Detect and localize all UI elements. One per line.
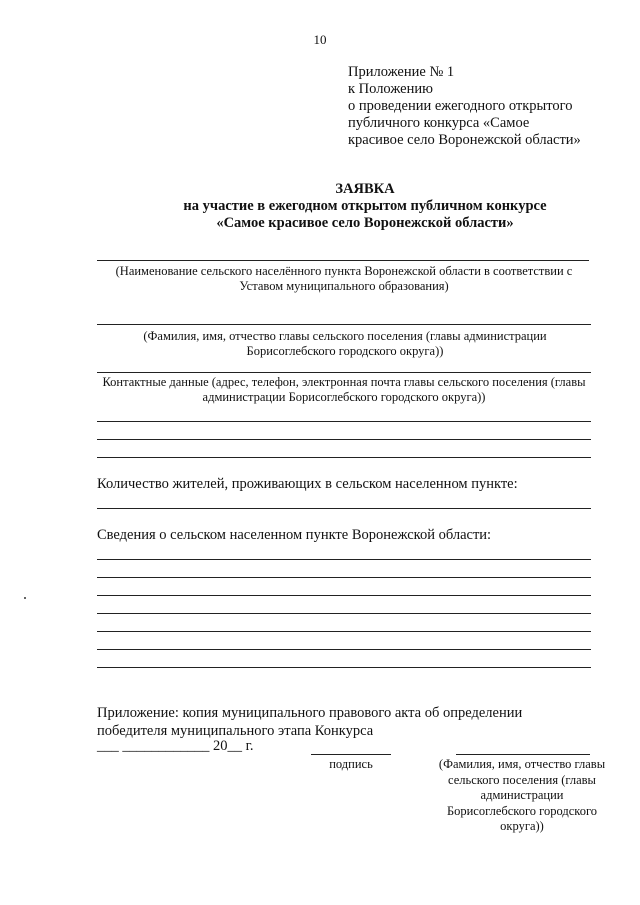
residents-field[interactable] bbox=[97, 508, 591, 509]
contacts-field[interactable] bbox=[97, 372, 591, 373]
settlement-name-hint: (Наименование сельского населённого пункта Воронежской области в соответствии с Уставом муниципального образования) bbox=[115, 264, 573, 293]
settlement-info-line[interactable] bbox=[97, 649, 591, 650]
title-heading: ЗАЯВКА bbox=[335, 181, 395, 197]
attachment-line: Приложение: копия муниципального правового акта об определении bbox=[97, 705, 523, 721]
settlement-name-field[interactable] bbox=[97, 260, 589, 261]
page-number: 10 bbox=[313, 32, 327, 47]
appendix-line: Приложение № 1 bbox=[348, 64, 455, 80]
settlement-info-line[interactable] bbox=[97, 577, 591, 578]
appendix-reference bbox=[348, 64, 581, 149]
title-line: «Самое красивое село Воронежской области» bbox=[216, 215, 514, 231]
contacts-line[interactable] bbox=[97, 439, 591, 440]
settlement-info-label: Сведения о сельском населенном пункте Воронежской области: bbox=[97, 527, 492, 543]
appendix-line: публичного конкурса «Самое bbox=[348, 115, 530, 131]
settlement-info-line[interactable] bbox=[97, 631, 591, 632]
appendix-line: к Положению bbox=[348, 81, 433, 97]
settlement-info-line[interactable] bbox=[97, 613, 591, 614]
appendix-line: красивое село Воронежской области» bbox=[348, 132, 581, 148]
date-field[interactable]: ___ ____________ 20__ г. bbox=[97, 738, 254, 754]
settlement-info-line[interactable] bbox=[97, 559, 591, 560]
contacts-hint: Контактные данные (адрес, телефон, электронная почта главы сельского поселения (главы администрации Борисоглебского городского округа)) bbox=[102, 375, 586, 404]
appendix-line: о проведении ежегодного открытого bbox=[348, 98, 573, 114]
attachment-note bbox=[97, 704, 522, 740]
document-title bbox=[0, 181, 640, 232]
signatory-name-field[interactable] bbox=[456, 754, 590, 755]
signature-field[interactable] bbox=[311, 754, 391, 755]
signature-label: подпись bbox=[329, 757, 373, 771]
attachment-line: победителя муниципального этапа Конкурса bbox=[97, 723, 374, 739]
signatory-name-hint: (Фамилия, имя, отчество главы сельского поселения (главы администрации Борисоглебского городского округа)) bbox=[438, 757, 606, 833]
title-line: на участие в ежегодном открытом публичном конкурсе bbox=[183, 198, 547, 214]
settlement-info-line[interactable] bbox=[97, 595, 591, 596]
settlement-info-line[interactable] bbox=[97, 667, 591, 668]
head-name-field[interactable] bbox=[97, 324, 591, 325]
contacts-line[interactable] bbox=[97, 421, 591, 422]
residents-label: Количество жителей, проживающих в сельском населенном пункте: bbox=[97, 476, 518, 492]
head-name-hint: (Фамилия, имя, отчество главы сельского поселения (главы администрации Борисоглебского городского округа)) bbox=[143, 329, 547, 358]
contacts-line[interactable] bbox=[97, 457, 591, 458]
scan-speck bbox=[24, 597, 26, 599]
